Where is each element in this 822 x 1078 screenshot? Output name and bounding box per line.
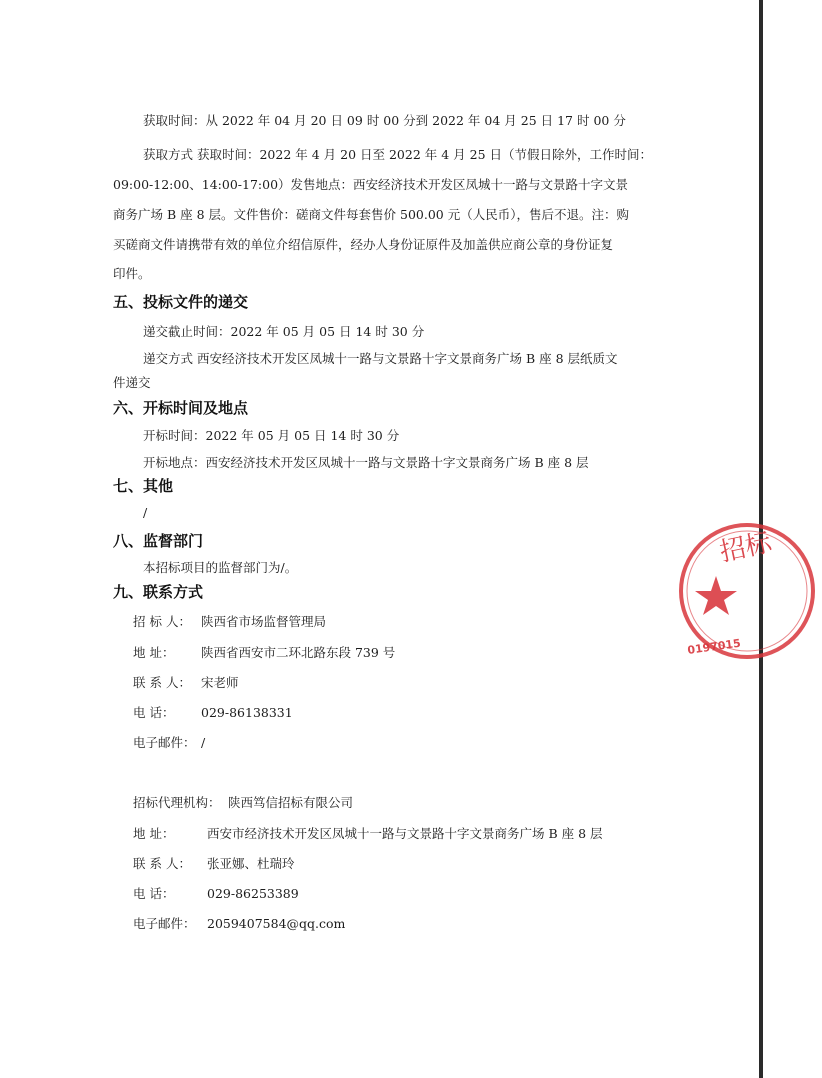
purchaser-email-label: 电子邮件： [133, 735, 196, 750]
official-seal-stamp [672, 516, 822, 666]
purchaser-phone: 029-86138331 [201, 705, 293, 720]
agency-email-label: 电子邮件： [133, 916, 196, 931]
purchaser-contact: 宋老师 [201, 675, 239, 690]
acquire-method-line: 印件。 [113, 266, 151, 281]
agency-address-label: 地 址： [133, 826, 175, 841]
section-heading-contact: 九、联系方式 [113, 583, 204, 601]
agency-email: 2059407584@qq.com [207, 916, 346, 931]
acquire-method-line: 获取方式 获取时间：2022 年 4 月 20 日至 2022 年 4 月 25 日（节假日除外，工作时间： [143, 147, 653, 162]
agency-contact-label: 联 系 人： [133, 856, 191, 871]
purchaser-name-label: 招 标 人： [133, 614, 191, 629]
purchaser-address: 陕西省西安市二环北路东段 739 号 [201, 645, 396, 660]
opening-place: 开标地点：西安经济技术开发区凤城十一路与文景路十字文景商务广场 B 座 8 层 [143, 455, 589, 470]
section-heading-supervision: 八、监督部门 [113, 532, 204, 550]
acquire-method-line: 商务广场 B 座 8 层。文件售价：磋商文件每套售价 500.00 元（人民币），售后不退。注：购 [113, 207, 629, 222]
seal-text-top: 招标 [717, 527, 775, 568]
purchaser-name: 陕西省市场监督管理局 [201, 614, 327, 629]
submission-method-line: 递交方式 西安经济技术开发区凤城十一路与文景路十字文景商务广场 B 座 8 层纸质文 [143, 351, 618, 366]
section-heading-submission: 五、投标文件的递交 [113, 293, 249, 311]
purchaser-contact-label: 联 系 人： [133, 675, 191, 690]
submission-deadline: 递交截止时间：2022 年 05 月 05 日 14 时 30 分 [143, 324, 425, 339]
purchaser-phone-label: 电 话： [133, 705, 175, 720]
purchaser-email: / [201, 735, 206, 750]
other-content: / [143, 505, 148, 520]
seal-text-bottom: 0197015 [686, 636, 742, 657]
section-heading-other: 七、其他 [113, 477, 174, 495]
agency-name-label: 招标代理机构： [133, 795, 221, 810]
submission-method-line: 件递交 [113, 375, 151, 390]
agency-phone-label: 电 话： [133, 886, 175, 901]
agency-name: 陕西笃信招标有限公司 [228, 795, 354, 810]
purchaser-address-label: 地 址： [133, 645, 175, 660]
section-heading-opening: 六、开标时间及地点 [113, 399, 249, 417]
seal-star-icon [695, 576, 737, 615]
agency-phone: 029-86253389 [207, 886, 299, 901]
agency-contact: 张亚娜、杜瑞玲 [207, 856, 295, 871]
agency-address: 西安市经济技术开发区凤城十一路与文景路十字文景商务广场 B 座 8 层 [207, 826, 603, 841]
opening-time: 开标时间：2022 年 05 月 05 日 14 时 30 分 [143, 428, 400, 443]
acquire-time: 获取时间：从 2022 年 04 月 20 日 09 时 00 分到 2022 年 04 月 25 日 17 时 00 分 [143, 113, 626, 128]
acquire-method-line: 买磋商文件请携带有效的单位介绍信原件，经办人身份证原件及加盖供应商公章的身份证复 [113, 237, 614, 252]
supervision-content: 本招标项目的监督部门为/。 [143, 560, 298, 575]
acquire-method-line: 09:00-12:00、14:00-17:00）发售地点：西安经济技术开发区凤城十一路与文景路十字文景 [113, 177, 629, 192]
